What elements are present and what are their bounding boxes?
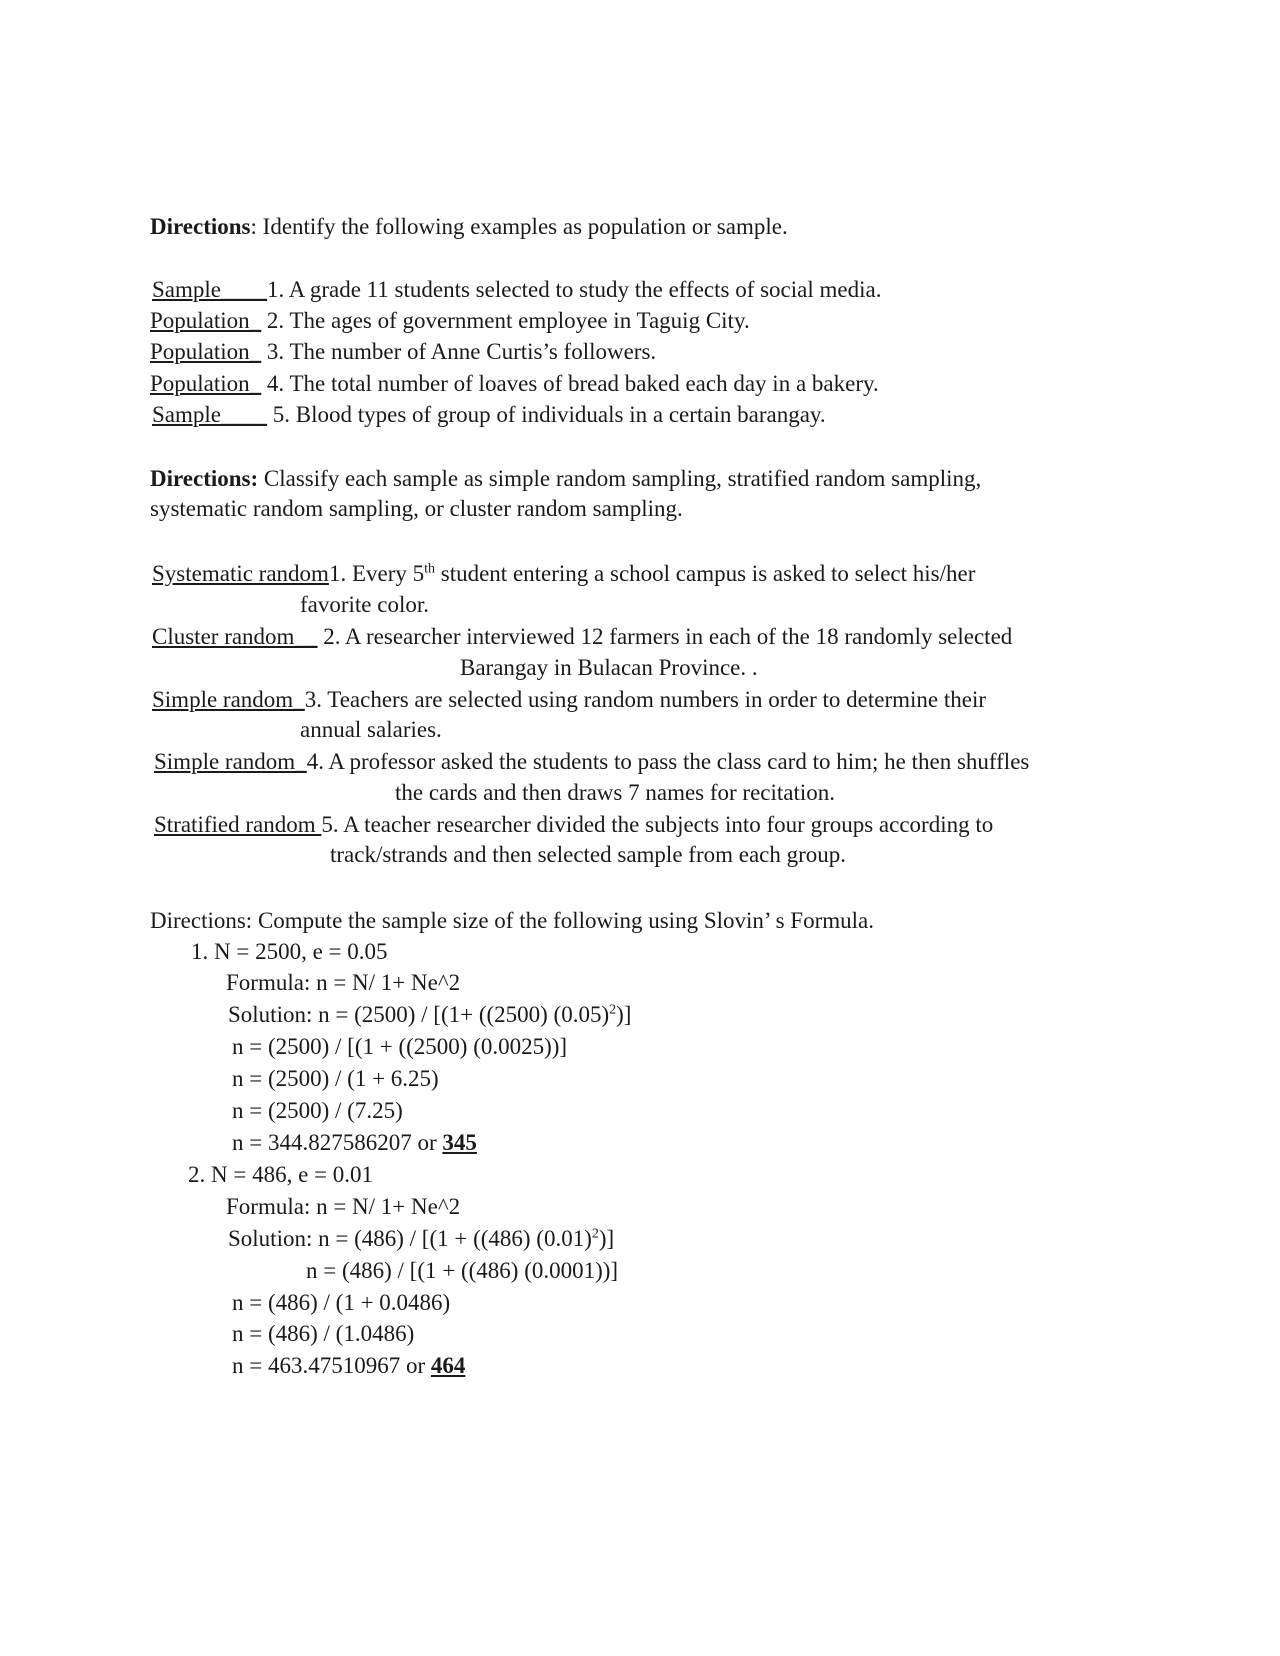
problem1-step: n = (2500) / [(1 + ((2500) (0.0025))] (232, 1034, 568, 1059)
item-continuation: annual salaries. (300, 717, 442, 742)
list-item (154, 748, 1029, 776)
directions-text: : Identify the following examples as population or sample. (250, 214, 788, 239)
problem2-step: n = (486) / (1.0486) (232, 1321, 415, 1346)
list-item (152, 401, 826, 429)
item-continuation: favorite color. (300, 592, 430, 617)
answer-blank: Population_ (150, 308, 262, 333)
final-answer: 345 (442, 1130, 477, 1155)
answer-blank: Stratified random (154, 812, 322, 837)
solution-text: Solution: n = (2500) / [(1+ ((2500) (0.05) (228, 1002, 610, 1027)
item-text: 4. A professor asked the students to pass the class card to him; he then shuffles (306, 749, 1030, 774)
problem2-step: n = (486) / (1 + 0.0486) (232, 1290, 451, 1315)
answer-blank: Population_ (150, 371, 262, 396)
answer-blank: Simple random_ (154, 749, 307, 774)
item-continuation: the cards and then draws 7 names for recitation. (395, 780, 836, 805)
directions-label: Directions (150, 214, 251, 239)
result-text: n = 344.827586207 or (232, 1130, 443, 1155)
list-item (152, 623, 1012, 651)
problem1-step: n = (2500) / (1 + 6.25) (232, 1066, 439, 1091)
item-text: 4. The total number of loaves of bread baked each day in a bakery. (261, 371, 879, 396)
list-item (152, 276, 881, 304)
answer-gap: __ (244, 402, 267, 427)
answer-blank: Simple random_ (152, 687, 305, 712)
result-text: n = 463.47510967 or (232, 1353, 431, 1378)
list-item (154, 811, 993, 839)
section2-directions (150, 465, 981, 493)
answer-blank: Population_ (150, 339, 262, 364)
answer-gap: _ (305, 624, 318, 649)
exponent: 2 (609, 1002, 617, 1018)
ordinal-suffix: th (424, 561, 435, 577)
exponent: 2 (591, 1226, 599, 1242)
item-text: 3. The number of Anne Curtis’s followers. (261, 339, 657, 364)
item-text: 3. Teachers are selected using random numbers in order to determine their (304, 687, 987, 712)
item-continuation: track/strands and then selected sample from each group. (330, 842, 847, 867)
directions-label: Directions: (150, 466, 259, 491)
solution-text-end: )] (616, 1002, 632, 1027)
solution-text-end: )] (598, 1226, 615, 1251)
list-item (150, 338, 656, 366)
answer-blank: Sample__ (152, 402, 244, 427)
problem2-result (232, 1352, 465, 1380)
answer-gap: ___ (232, 277, 267, 302)
item-text: 1. A grade 11 students selected to study the effects of social media. (267, 277, 882, 302)
list-item (152, 560, 975, 588)
list-item (150, 370, 879, 398)
answer-blank: Sample_ (152, 277, 233, 302)
directions-text: Classify each sample as simple random sampling, stratified random sampling, (258, 466, 982, 491)
problem2-given: 2. N = 486, e = 0.01 (188, 1162, 374, 1187)
solution-text: Solution: n = (486) / [(1 + ((486) (0.01) (228, 1226, 592, 1251)
section2-directions-line2: systematic random sampling, or cluster random sampling. (150, 496, 683, 521)
problem2-solution (228, 1225, 614, 1253)
problem1-step: n = (2500) / (7.25) (232, 1098, 403, 1123)
item-text: 5. Blood types of group of individuals in a certain barangay. (267, 402, 826, 427)
item-text: 2. The ages of government employee in Taguig City. (261, 308, 750, 333)
problem2-formula: Formula: n = N/ 1+ Ne^2 (226, 1194, 461, 1219)
item-text-cont: student entering a school campus is asked to select his/her (435, 561, 976, 586)
problem1-given: 1. N = 2500, e = 0.05 (191, 939, 388, 964)
answer-blank: Systematic random (152, 561, 329, 586)
problem2-step: n = (486) / [(1 + ((486) (0.0001))] (306, 1258, 619, 1283)
section3-directions: Directions: Compute the sample size of the following using Slovin’ s Formula. (150, 908, 874, 933)
item-continuation: Barangay in Bulacan Province. . (460, 655, 758, 680)
item-text: 1. Every 5 (328, 561, 425, 586)
section1-directions (150, 213, 788, 241)
problem1-formula: Formula: n = N/ 1+ Ne^2 (226, 970, 461, 995)
problem1-result (232, 1129, 477, 1157)
final-answer: 464 (430, 1353, 466, 1378)
answer-blank: Cluster random_ (152, 624, 306, 649)
list-item (152, 686, 986, 714)
problem1-solution (228, 1001, 631, 1029)
item-text: 2. A researcher interviewed 12 farmers in each of the 18 randomly selected (317, 624, 1013, 649)
list-item (150, 307, 750, 335)
item-text: 5. A teacher researcher divided the subjects into four groups according to (321, 812, 994, 837)
